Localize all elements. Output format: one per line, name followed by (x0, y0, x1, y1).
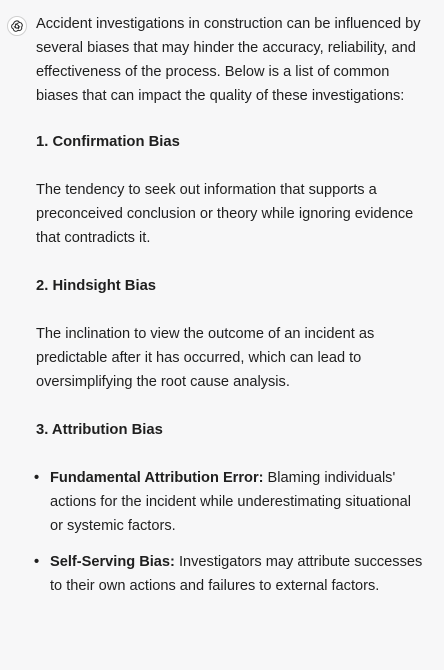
attribution-bias-list (36, 466, 428, 598)
bullet-text: Blaming individuals' actions for the incident while underestimating situational or systemic factors. (50, 470, 411, 534)
assistant-avatar (7, 16, 27, 36)
section-heading-confirmation-bias: 1. Confirmation Bias (36, 134, 180, 150)
bullet-term: Fundamental Attribution Error: (50, 470, 264, 486)
section-heading-attribution-bias: 3. Attribution Bias (36, 422, 163, 438)
list-item (36, 466, 428, 538)
section-text-hindsight-bias: The inclination to view the outcome of an incident as predictable after it has occurred, which can lead to oversimplifying the root cause analysis. (36, 326, 375, 390)
list-item (36, 550, 428, 598)
bullet-text: Investigators may attribute successes to their own actions and failures to external factors. (50, 554, 423, 594)
section-text-confirmation-bias: The tendency to seek out information that supports a preconceived conclusion or theory while ignoring evidence that contradicts it. (36, 182, 414, 246)
bullet-term: Self-Serving Bias: (50, 554, 175, 570)
section-heading-hindsight-bias: 2. Hindsight Bias (36, 278, 157, 294)
message-content (36, 12, 428, 610)
intro-paragraph: Accident investigations in construction can be influenced by several biases that may hinder the accuracy, reliability, and effectiveness of the process. Below is a list of common biases that can impact the quality of these investigations: (36, 16, 421, 104)
openai-logo-icon (10, 19, 24, 33)
